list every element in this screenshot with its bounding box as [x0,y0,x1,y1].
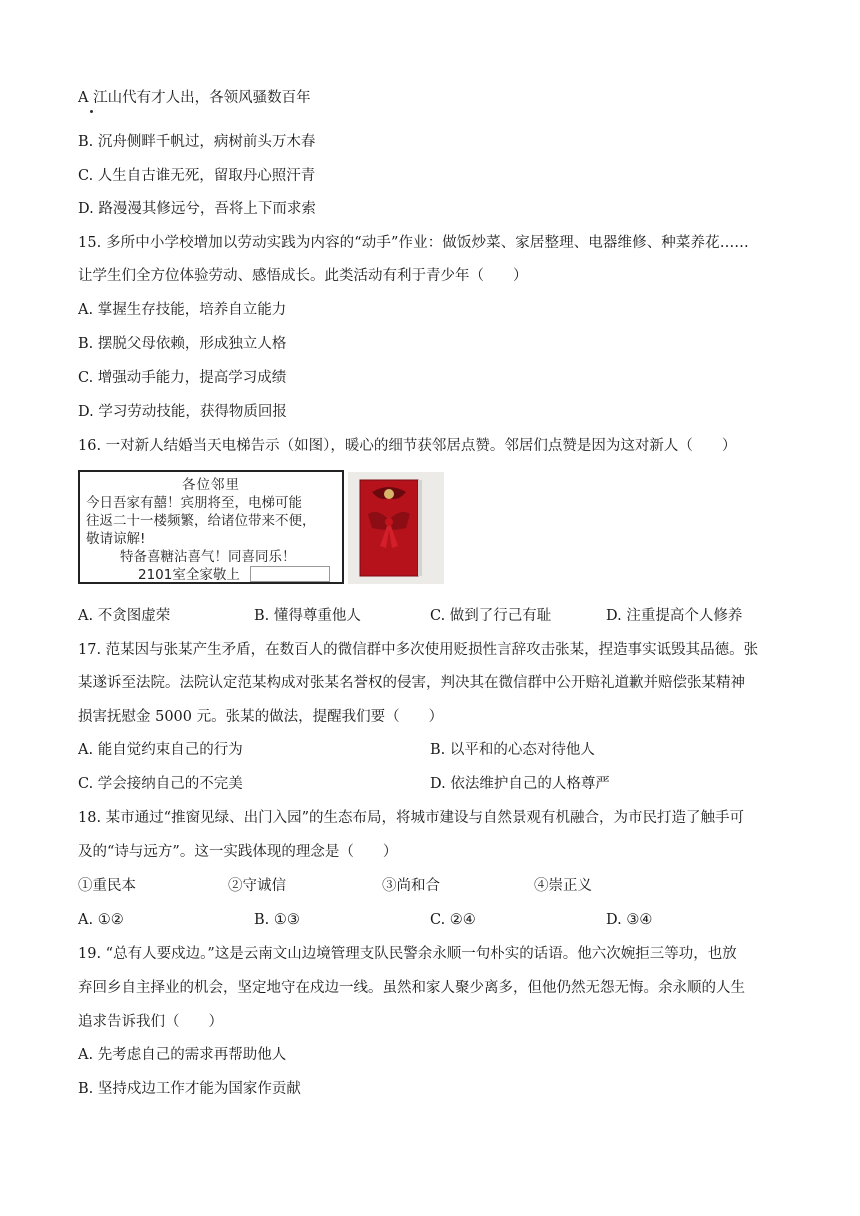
q14-option-d: D. 路漫漫其修远兮，吾将上下而求索 [78,201,316,217]
q18-item-4: ④崇正义 [534,878,592,894]
q15-stem-line-1: 15. 多所中小学校增加以劳动实践为内容的“动手”作业：做饭炒菜、家居整理、电器维修、种菜养花…… [78,235,749,251]
q19-option-b: B. 坚持戍边工作才能为国家作贡献 [78,1081,301,1097]
elevator-notice-figure [78,470,344,584]
notice-signature: 2101室全家敬上 [138,567,240,583]
q16-option-c: C. 做到了行己有耻 [430,608,552,624]
q18-item-3: ③尚和合 [382,878,440,894]
q18-stem-line-2: 及的“诗与远方”。这一实践体现的理念是（ ） [78,844,398,860]
q14-option-b: B. 沉舟侧畔千帆过，病树前头万木春 [78,134,316,150]
notice-title: 各位邻里 [182,477,240,493]
q17-option-d: D. 依法维护自己的人格尊严 [430,776,610,792]
q18-stem-line-1: 18. 某市通过“推窗见绿、出门入园”的生态布局，将城市建设与自然景观有机融合，为市民打造了触手可 [78,810,744,826]
q19-stem-line-3: 追求告诉我们（ ） [78,1014,223,1030]
q14-option-c: C. 人生自古谁无死，留取丹心照汗青 [78,168,316,184]
notice-line-2: 往返二十一楼频繁，给诸位带来不便， [86,513,316,529]
q16-option-b: B. 懂得尊重他人 [254,608,361,624]
q18-item-1: ①重民本 [78,878,136,894]
q16-option-a: A. 不贪图虚荣 [78,608,171,624]
q18-option-c: C. ②④ [430,912,476,928]
notice-line-3: 敬请谅解! [86,531,146,547]
q17-stem-line-2: 某遂诉至法院。法院认定范某构成对张某名誉权的侵害，判决其在微信群中公开赔礼道歉并赔偿张某精神 [78,675,745,691]
q15-option-b: B. 摆脱父母依赖，形成独立人格 [78,336,287,352]
notice-blank-box [250,566,330,582]
q17-stem-line-1: 17. 范某因与张某产生矛盾，在数百人的微信群中多次使用贬损性言辞攻击张某，捏造事实诋毁其品德。张 [78,642,759,658]
q19-stem-line-2: 弃回乡自主择业的机会，坚定地守在戍边一线。虽然和家人聚少离多，但他仍然无怨无悔。余永顺的人生 [78,980,745,996]
notice-line-1: 今日吾家有囍！宾朋将至，电梯可能 [86,495,302,511]
q16-option-d: D. 注重提高个人修养 [606,608,743,624]
q16-stem: 16. 一对新人结婚当天电梯告示（如图），暖心的细节获邻居点赞。邻居们点赞是因为这对新人（ ） [78,438,737,454]
q15-stem-line-2: 让学生们全方位体验劳动、感悟成长。此类活动有利于青少年（ ） [78,268,528,284]
q18-option-b: B. ①③ [254,912,300,928]
q17-option-b: B. 以平和的心态对待他人 [430,742,595,758]
q18-option-d: D. ③④ [606,912,653,928]
q17-stem-line-3: 损害抚慰金 5000 元。张某的做法，提醒我们要（ ） [78,709,444,725]
q15-option-c: C. 增强动手能力，提高学习成绩 [78,370,287,386]
q17-option-c: C. 学会接纳自己的不完美 [78,776,243,792]
q15-option-d: D. 学习劳动技能，获得物质回报 [78,404,287,420]
q18-item-2: ②守诚信 [228,878,286,894]
q19-option-a: A. 先考虑自己的需求再帮助他人 [78,1047,287,1063]
red-gift-bag-icon [348,472,444,584]
q17-option-a: A. 能自觉约束自己的行为 [78,742,243,758]
emphasis-dot [90,110,93,113]
notice-line-4: 特备喜糖沾喜气！同喜同乐！ [120,549,296,565]
q19-stem-line-1: 19. “总有人要戍边。”这是云南文山边境管理支队民警余永顺一句朴实的话语。他六次婉拒三等功，也放 [78,946,737,962]
candy-gift-photo [348,472,444,584]
q14-option-a: A 江山代有才人出，各领风骚数百年 [78,90,311,106]
q18-option-a: A. ①② [78,912,124,928]
q15-option-a: A. 掌握生存技能，培养自立能力 [78,302,287,318]
